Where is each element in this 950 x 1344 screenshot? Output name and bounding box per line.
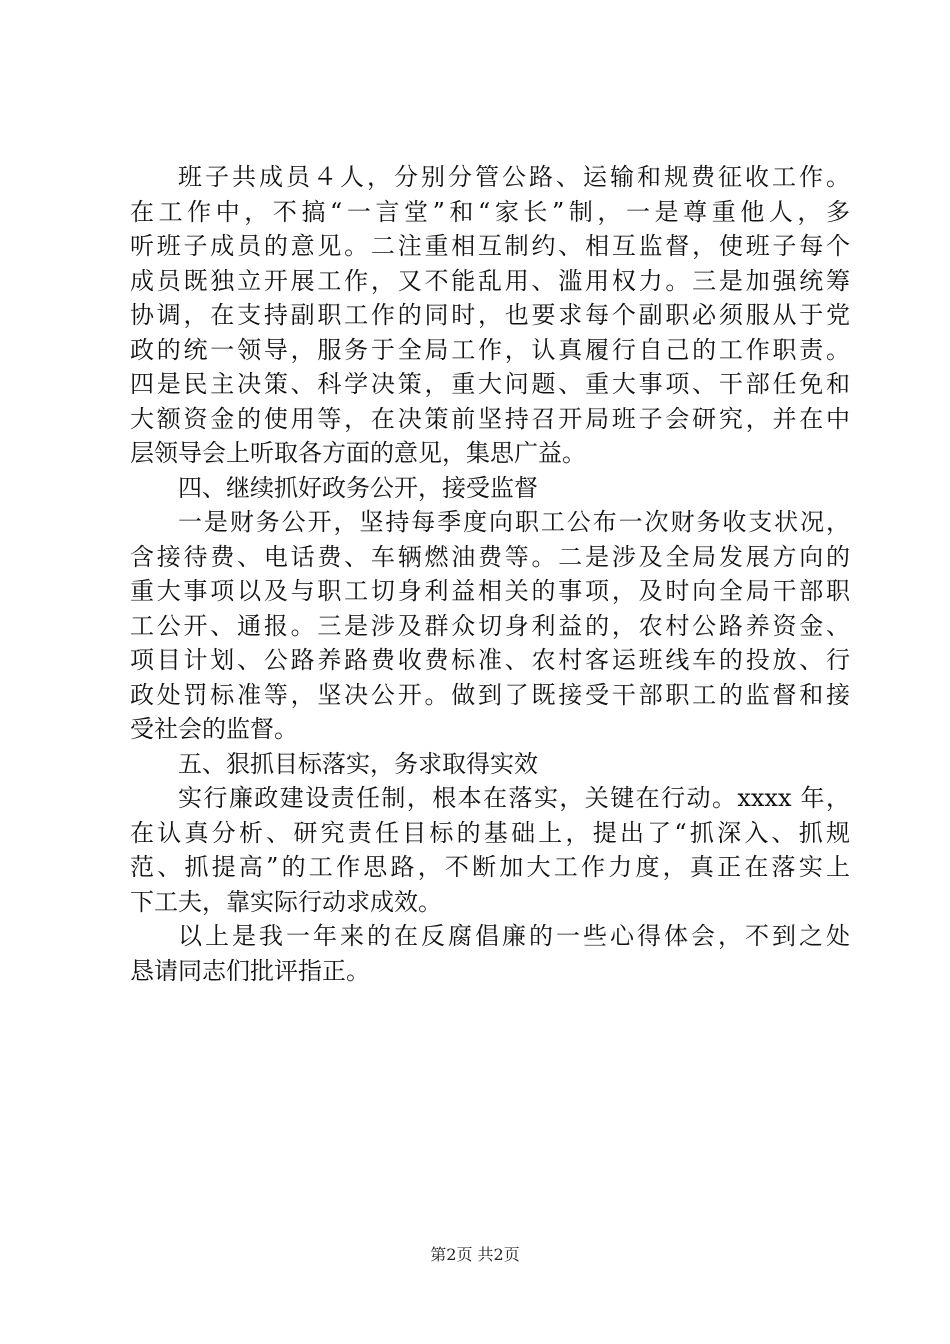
text-line: 听班子成员的意见。二注重相互制约、相互监督，使班子每个 (130, 232, 850, 260)
text-line: 成员既独立开展工作，又不能乱用、滥用权力。三是加强统筹 (130, 266, 850, 295)
text-line: 在认真分析、研究责任目标的基础上，提出了“抓深入、抓规 (130, 818, 850, 847)
document-body (130, 160, 850, 988)
text-line: 协调，在支持副职工作的同时，也要求每个副职必须服从于党 (130, 301, 850, 329)
text-line: 以上是我一年来的在反腐倡廉的一些心得体会，不到之处 (178, 922, 850, 950)
text-line: 下工夫，靠实际行动求成效。 (130, 887, 442, 916)
text-line: 含接待费、电话费、车辆燃油费等。二是涉及全局发展方向的 (130, 542, 850, 571)
page-footer: 第2页 共2页 (430, 1245, 520, 1264)
text-line: 大额资金的使用等，在决策前坚持召开局班子会研究，并在中 (130, 404, 850, 433)
text-line: 四、继续抓好政务公开，接受监督 (178, 473, 538, 502)
text-line: 班子共成员４人，分别分管公路、运输和规费征收工作。 (178, 163, 850, 191)
text-line: 工公开、通报。三是涉及群众切身利益的，农村公路养资金、 (130, 611, 850, 640)
text-line: 在工作中，不搞“一言堂”和“家长”制，一是尊重他人，多 (130, 197, 850, 226)
text-line: 一是财务公开，坚持每季度向职工公布一次财务收支状况， (178, 508, 850, 536)
text-line: 四是民主决策、科学决策，重大问题、重大事项、干部任免和 (130, 370, 850, 398)
text-line: 层领导会上听取各方面的意见，集思广益。 (130, 439, 586, 467)
text-line: 恳请同志们批评指正。 (130, 956, 370, 985)
text-line: 五、狠抓目标落实，务求取得实效 (178, 749, 538, 778)
text-line: 范、抓提高”的工作思路，不断加大工作力度，真正在落实上 (130, 853, 850, 881)
text-line: 项目计划、公路养路费收费标准、农村客运班线车的投放、行 (130, 646, 850, 674)
text-line: 政处罚标准等，坚决公开。做到了既接受干部职工的监督和接 (130, 680, 850, 709)
text-line: 政的统一领导，服务于全局工作，认真履行自己的工作职责。 (130, 335, 850, 364)
text-line: 实行廉政建设责任制，根本在落实，关键在行动。xxxx 年， (178, 784, 850, 812)
text-line: 重大事项以及与职工切身利益相关的事项，及时向全局干部职 (130, 577, 850, 605)
text-line: 受社会的监督。 (130, 715, 298, 743)
